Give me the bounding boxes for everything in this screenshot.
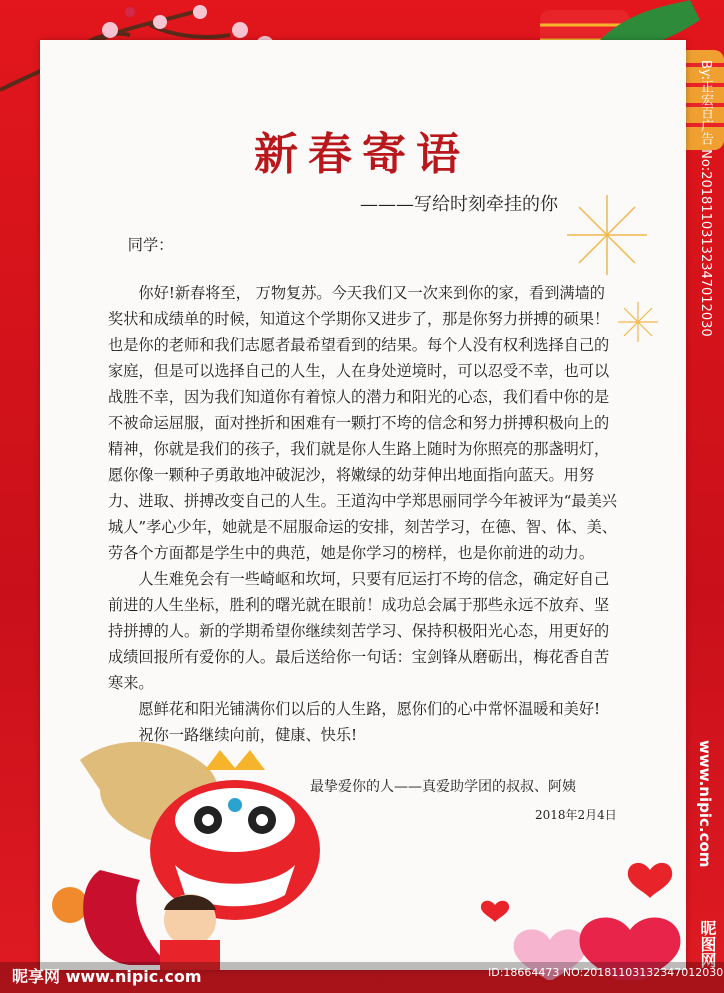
letter-body bbox=[108, 232, 618, 748]
salutation: 同学： bbox=[127, 236, 174, 254]
hearts-decoration bbox=[470, 850, 690, 980]
paragraph-2: 人生难免会有一些崎岖和坎坷，只要有厄运打不垮的信念，确定好自己前进的人生坐标，胜利的曙光就在眼前！成功总会属于那些永远不放弃、坚持拼搏的人。新的学期希望你继续刻苦学习、保持积极阳光心态，用更好的成绩回报所有爱你的人。最后送给你一句话：宝剑锋从磨砺出，梅花香自苦寒来。 bbox=[108, 570, 610, 692]
subtitle: ———写给时刻牵挂的你 bbox=[360, 194, 558, 215]
page-title: 新春寄语 bbox=[254, 129, 470, 180]
paragraph-4: 祝你一路继续向前，健康、快乐! bbox=[138, 726, 358, 744]
site-watermark: www.nipic.com bbox=[696, 740, 714, 868]
firework-decoration-small bbox=[616, 300, 660, 344]
right-watermark-strip bbox=[688, 60, 724, 990]
image-id-watermark: ID:18664473 NO:20181103132347012030 bbox=[488, 966, 724, 979]
logo-watermark: 昵图网 bbox=[698, 920, 717, 968]
bottom-site-watermark: 昵享网 www.nipic.com bbox=[12, 967, 202, 986]
signature: 最挚爱你的人——真爱助学团的叔叔、阿姨 bbox=[310, 779, 576, 795]
lion-dance-illustration bbox=[40, 730, 340, 970]
author-watermark: By:正宏百广告 No:20181103132347012030 bbox=[698, 60, 713, 337]
date: 2018年2月4日 bbox=[535, 808, 617, 822]
paragraph-1: 你好!新春将至， 万物复苏。今天我们又一次来到你的家，看到满墙的奖状和成绩单的时候，知道这个学期你又进步了，那是你努力拼搏的硕果！也是你的老师和我们志愿者最希望看到的结果。每个人没有权利选择自己的家庭，但是可以选择自己的人生，人在身处逆境时，可以忍受不幸，也可以战胜不幸，因为我们知道你有着惊人的潜力和阳光的心态，我们看中你的是不被命运屈服，面对挫折和困难有一颗打不垮的信念和努力拼搏积极向上的精神，你就是我们的孩子，我们就是你人生路上随时为你照亮的那盏明灯，愿你像一颗种子勇敢地冲破泥沙，将嫩绿的幼芽伸出地面指向蓝天。用努力、进取、拼搏改变自己的人生。王道沟中学郑思丽同学今年被评为“最美兴城人”孝心少年，她就是不屈服命运的安排，刻苦学习，在德、智、体、美、劳各个方面都是学生中的典范，她是你学习的榜样，也是你前进的动力。 bbox=[108, 284, 617, 562]
paragraph-3: 愿鲜花和阳光铺满你们以后的人生路，愿你们的心中常怀温暖和美好! bbox=[138, 700, 601, 718]
